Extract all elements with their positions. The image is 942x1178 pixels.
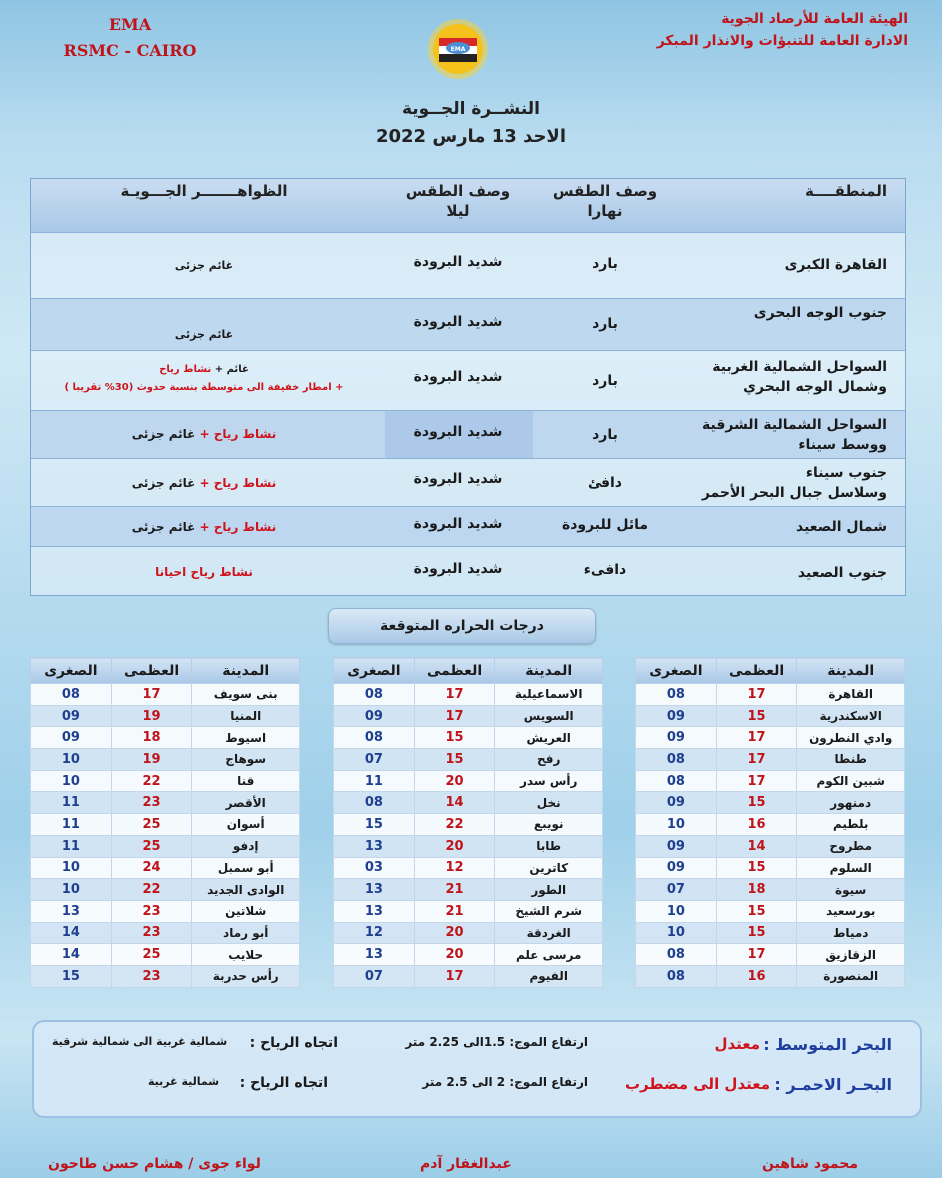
- phenomena: غائم + نشاط رياح + امطار خفيفة الى متوسطة بنسبة حدوث (30% تقريبا ): [64, 364, 344, 393]
- sea-med-name: البحر المتوسط :: [763, 1035, 892, 1054]
- city-name: السلوم: [797, 857, 905, 879]
- sea-med-wind-label: اتجاه الرياح :: [249, 1035, 338, 1051]
- max-temp: 17: [414, 684, 495, 706]
- temp-row: [31, 749, 300, 771]
- temp-row: [31, 857, 300, 879]
- max-temp: 15: [716, 792, 797, 814]
- min-temp: 07: [636, 879, 717, 901]
- city-name: قنا: [192, 770, 300, 792]
- min-temp: 08: [636, 770, 717, 792]
- max-temp: 17: [716, 727, 797, 749]
- max-temp: 23: [111, 965, 192, 987]
- day-weather: بارد: [592, 427, 618, 443]
- max-temp: 23: [111, 900, 192, 922]
- city-name: مطروح: [797, 835, 905, 857]
- region-name: جنوب الوجه البحرى: [753, 305, 887, 321]
- max-temp: 17: [414, 965, 495, 987]
- min-temp: 08: [334, 684, 415, 706]
- city-name: سيوة: [797, 879, 905, 901]
- min-temp: 09: [636, 857, 717, 879]
- region-name: السواحل الشمالية الشرقية ووسط سيناء: [701, 417, 887, 453]
- phenomena: غائم جزئى: [174, 328, 234, 341]
- min-temp: 10: [31, 857, 112, 879]
- min-temp: 14: [31, 944, 112, 966]
- min-temp: 08: [636, 749, 717, 771]
- city-name: دمنهور: [797, 792, 905, 814]
- min-temp: 03: [334, 857, 415, 879]
- city-name: السويس: [495, 705, 603, 727]
- max-temp: 22: [111, 770, 192, 792]
- city-name: أسوان: [192, 814, 300, 836]
- min-temp: 09: [334, 705, 415, 727]
- temp-row: [636, 922, 905, 944]
- city-name: الزقازيق: [797, 944, 905, 966]
- max-temp: 20: [414, 835, 495, 857]
- min-temp: 13: [334, 900, 415, 922]
- header-phenomena: الظواهـــــــر الجـــويـة: [120, 182, 288, 200]
- max-temp: 15: [716, 857, 797, 879]
- city-name: الأقصر: [192, 792, 300, 814]
- max-temp: 22: [414, 814, 495, 836]
- sea-state-box: [32, 1020, 922, 1118]
- bulletin-heading: النشــرة الجــوية: [401, 99, 541, 119]
- city-name: بورسعيد: [797, 900, 905, 922]
- forecast-row: [31, 459, 905, 507]
- min-temp: 08: [31, 684, 112, 706]
- city-name: الغردقة: [495, 922, 603, 944]
- temp-row: [31, 965, 300, 987]
- min-temp: 08: [334, 727, 415, 749]
- temp-row: [31, 770, 300, 792]
- min-temp: 09: [636, 705, 717, 727]
- temp-row: [31, 814, 300, 836]
- max-temp: 18: [716, 879, 797, 901]
- min-temp: 13: [31, 900, 112, 922]
- night-weather: شديد البرودة: [413, 424, 503, 440]
- max-temp: 25: [111, 835, 192, 857]
- temp-row: [636, 770, 905, 792]
- temp-row: [636, 705, 905, 727]
- city-name: المنصورة: [797, 965, 905, 987]
- forecast-row: [31, 411, 905, 459]
- city-name: إدفو: [192, 835, 300, 857]
- ema-header-left: [40, 12, 220, 64]
- temp-row: [636, 857, 905, 879]
- max-temp: 18: [111, 727, 192, 749]
- night-weather: شديد البرودة: [413, 471, 503, 487]
- night-weather: شديد البرودة: [413, 516, 503, 532]
- city-name: نخل: [495, 792, 603, 814]
- sea-red-wind-label: اتجاه الرياح :: [239, 1075, 328, 1091]
- col-city: المدينة: [192, 658, 300, 684]
- min-temp: 08: [636, 944, 717, 966]
- temp-row: [636, 814, 905, 836]
- col-min: الصغرى: [31, 658, 112, 684]
- header-region: المنطقــــة: [805, 182, 887, 200]
- city-name: سوهاج: [192, 749, 300, 771]
- day-weather: بارد: [592, 373, 618, 389]
- col-max: العظمى: [716, 658, 797, 684]
- phenomena: نشاط رياح احيانا: [155, 565, 253, 579]
- max-temp: 17: [716, 684, 797, 706]
- svg-text:EMA: EMA: [450, 46, 466, 53]
- bulletin-title: [300, 96, 642, 152]
- min-temp: 10: [636, 900, 717, 922]
- ema-abbrev: EMA: [108, 15, 152, 34]
- col-city: المدينة: [797, 658, 905, 684]
- temp-row: [334, 727, 603, 749]
- col-min: الصغرى: [636, 658, 717, 684]
- temp-row: [31, 684, 300, 706]
- city-name: أبو رماد: [192, 922, 300, 944]
- city-name: الوادى الجديد: [192, 879, 300, 901]
- max-temp: 23: [111, 922, 192, 944]
- max-temp: 17: [414, 705, 495, 727]
- min-temp: 08: [636, 965, 717, 987]
- phenomena: نشاط رياح + غائم جزئى: [131, 427, 277, 441]
- max-temp: 15: [716, 900, 797, 922]
- city-name: طابا: [495, 835, 603, 857]
- city-name: دمياط: [797, 922, 905, 944]
- max-temp: 20: [414, 944, 495, 966]
- temp-row: [31, 944, 300, 966]
- city-name: كاترين: [495, 857, 603, 879]
- sea-red-line: [34, 1075, 920, 1105]
- night-weather: شديد البرودة: [413, 561, 503, 577]
- min-temp: 09: [31, 705, 112, 727]
- temp-row: [31, 922, 300, 944]
- min-temp: 08: [334, 792, 415, 814]
- temp-row: [636, 792, 905, 814]
- max-temp: 17: [716, 770, 797, 792]
- temp-table-middle: [333, 657, 603, 988]
- temp-row: [31, 900, 300, 922]
- max-temp: 17: [716, 944, 797, 966]
- city-name: اسيوط: [192, 727, 300, 749]
- min-temp: 13: [334, 835, 415, 857]
- min-temp: 10: [31, 749, 112, 771]
- min-temp: 09: [636, 835, 717, 857]
- signature-right: محمود شاهين: [761, 1156, 858, 1172]
- max-temp: 25: [111, 944, 192, 966]
- city-name: أبو سمبل: [192, 857, 300, 879]
- forecast-table: [30, 178, 906, 596]
- region-name: جنوب الصعيد: [797, 565, 887, 581]
- min-temp: 10: [31, 770, 112, 792]
- city-name: طنطا: [797, 749, 905, 771]
- temp-row: [636, 727, 905, 749]
- night-weather: شديد البرودة: [413, 254, 503, 270]
- max-temp: 14: [716, 835, 797, 857]
- phenomena: غائم جزئى: [174, 259, 234, 272]
- bulletin-date: الاحد 13 مارس 2022: [375, 126, 567, 147]
- signature-center: عبدالغفار آدم: [420, 1156, 512, 1172]
- max-temp: 16: [716, 814, 797, 836]
- temp-row: [334, 770, 603, 792]
- temp-table-right: [635, 657, 905, 988]
- temp-row: [31, 879, 300, 901]
- max-temp: 25: [111, 814, 192, 836]
- forecast-header-row: [31, 179, 905, 233]
- min-temp: 15: [31, 965, 112, 987]
- max-temp: 21: [414, 900, 495, 922]
- sea-med-line: [34, 1035, 920, 1065]
- sea-med-wind-dir: شمالية غربية الى شمالية شرقية: [52, 1035, 228, 1048]
- max-temp: 22: [111, 879, 192, 901]
- authority-name: الهيئة العامة للأرصاد الجوية: [721, 11, 908, 27]
- day-weather: بارد: [592, 256, 618, 272]
- max-temp: 17: [111, 684, 192, 706]
- min-temp: 13: [334, 879, 415, 901]
- temp-row: [636, 944, 905, 966]
- col-max: العظمى: [111, 658, 192, 684]
- day-weather: بارد: [592, 316, 618, 332]
- city-name: بلطيم: [797, 814, 905, 836]
- city-name: المنيا: [192, 705, 300, 727]
- department-name: الادارة العامة للتنبؤات والانذار المبكر: [656, 33, 908, 49]
- night-weather: شديد البرودة: [413, 369, 503, 385]
- city-name: رفح: [495, 749, 603, 771]
- temp-row: [334, 857, 603, 879]
- city-name: الاسكندرية: [797, 705, 905, 727]
- ema-header-right: [588, 8, 908, 52]
- forecast-row: [31, 299, 905, 351]
- temp-row: [31, 705, 300, 727]
- min-temp: 11: [31, 835, 112, 857]
- region-name: السواحل الشمالية الغربية وشمال الوجه البحري: [712, 359, 887, 395]
- temp-row: [334, 965, 603, 987]
- city-name: الطور: [495, 879, 603, 901]
- min-temp: 09: [636, 792, 717, 814]
- min-temp: 13: [334, 944, 415, 966]
- temp-row: [334, 879, 603, 901]
- phenomena: نشاط رياح + غائم جزئى: [131, 520, 277, 534]
- city-name: الاسماعيلية: [495, 684, 603, 706]
- max-temp: 19: [111, 749, 192, 771]
- col-min: الصغرى: [334, 658, 415, 684]
- night-weather: شديد البرودة: [413, 314, 503, 330]
- max-temp: 24: [111, 857, 192, 879]
- min-temp: 15: [334, 814, 415, 836]
- forecast-row: [31, 351, 905, 411]
- temp-row: [334, 944, 603, 966]
- max-temp: 17: [716, 749, 797, 771]
- city-name: القاهرة: [797, 684, 905, 706]
- col-city: المدينة: [495, 658, 603, 684]
- region-name: جنوب سيناء وسلاسل جبال البحر الأحمر: [701, 465, 887, 501]
- max-temp: 15: [414, 727, 495, 749]
- sea-med-state: معتدل: [714, 1035, 760, 1053]
- city-name: نويبع: [495, 814, 603, 836]
- day-weather: مائل للبرودة: [561, 517, 649, 533]
- sea-red-wind-dir: شمالية غربية: [148, 1075, 220, 1088]
- temp-row: [636, 835, 905, 857]
- header-day: وصف الطقس نهارا: [552, 182, 658, 220]
- forecast-row: [31, 507, 905, 547]
- temp-row: [334, 792, 603, 814]
- max-temp: 14: [414, 792, 495, 814]
- temp-row: [31, 727, 300, 749]
- min-temp: 14: [31, 922, 112, 944]
- temp-row: [334, 705, 603, 727]
- max-temp: 15: [716, 922, 797, 944]
- min-temp: 10: [31, 879, 112, 901]
- day-weather: دافىء: [583, 562, 627, 578]
- min-temp: 10: [636, 922, 717, 944]
- signature-left: لواء جوى / هشام حسن طاحون: [48, 1156, 261, 1172]
- sea-med-wave: ارتفاع الموج: 1.5الى 2.25 متر: [405, 1035, 588, 1049]
- temp-row: [334, 684, 603, 706]
- day-weather: دافئ: [588, 475, 622, 491]
- city-name: رأس سدر: [495, 770, 603, 792]
- temperature-banner: درجات الحراره المتوقعة: [328, 608, 596, 644]
- rsmc-label: RSMC - CAIRO: [63, 41, 197, 60]
- max-temp: 21: [414, 879, 495, 901]
- city-name: رأس حدربة: [192, 965, 300, 987]
- temp-row: [334, 900, 603, 922]
- sea-red-name: البحـر الاحمـر :: [774, 1075, 892, 1094]
- max-temp: 12: [414, 857, 495, 879]
- temp-row: [636, 684, 905, 706]
- sea-red-wave: ارتفاع الموج: 2 الى 2.5 متر: [422, 1075, 588, 1089]
- temp-row: [636, 749, 905, 771]
- temp-row: [334, 814, 603, 836]
- city-name: مرسى علم: [495, 944, 603, 966]
- min-temp: 11: [31, 814, 112, 836]
- forecast-row: [31, 233, 905, 299]
- min-temp: 11: [334, 770, 415, 792]
- max-temp: 15: [414, 749, 495, 771]
- city-name: الفيوم: [495, 965, 603, 987]
- temp-table-left: [30, 657, 300, 988]
- max-temp: 23: [111, 792, 192, 814]
- min-temp: 07: [334, 965, 415, 987]
- min-temp: 07: [334, 749, 415, 771]
- phenomena: نشاط رياح + غائم جزئى: [131, 476, 277, 490]
- city-name: شلاتين: [192, 900, 300, 922]
- min-temp: 10: [636, 814, 717, 836]
- city-name: شبين الكوم: [797, 770, 905, 792]
- temp-row: [334, 835, 603, 857]
- min-temp: 08: [636, 684, 717, 706]
- region-name: شمال الصعيد: [796, 519, 887, 535]
- city-name: بنى سويف: [192, 684, 300, 706]
- city-name: حلايب: [192, 944, 300, 966]
- min-temp: 12: [334, 922, 415, 944]
- city-name: العريش: [495, 727, 603, 749]
- sea-red-state: معتدل الى مضطرب: [624, 1075, 770, 1093]
- min-temp: 09: [636, 727, 717, 749]
- header-night: وصف الطقس ليلا: [405, 182, 511, 220]
- city-name: شرم الشيخ: [495, 900, 603, 922]
- forecast-row: [31, 547, 905, 597]
- temp-row: [636, 900, 905, 922]
- temp-row: [31, 792, 300, 814]
- max-temp: 20: [414, 922, 495, 944]
- region-name: القاهرة الكبرى: [784, 257, 887, 273]
- max-temp: 20: [414, 770, 495, 792]
- city-name: وادي النطرون: [797, 727, 905, 749]
- max-temp: 16: [716, 965, 797, 987]
- col-max: العظمى: [414, 658, 495, 684]
- min-temp: 11: [31, 792, 112, 814]
- temp-row: [334, 922, 603, 944]
- temp-row: [31, 835, 300, 857]
- max-temp: 19: [111, 705, 192, 727]
- min-temp: 09: [31, 727, 112, 749]
- ema-logo: [418, 16, 498, 82]
- max-temp: 15: [716, 705, 797, 727]
- temp-row: [636, 965, 905, 987]
- temp-row: [636, 879, 905, 901]
- temp-row: [334, 749, 603, 771]
